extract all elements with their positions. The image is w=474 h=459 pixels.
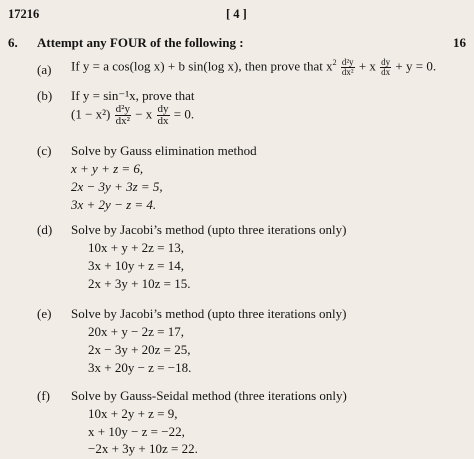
part-a-prefix: If y = a cos(log x) + b sin(log x), then prove that x: [71, 58, 333, 74]
question-title: Attempt any FOUR of the following :: [37, 35, 244, 50]
part-a-suffix: + y = 0.: [395, 58, 437, 74]
part-b-rhs: = 0.: [173, 106, 195, 122]
part-f-eq1: 10x + 2y + z = 9,: [88, 406, 178, 421]
part-e-eq2: 2x − 3y + 20z = 25,: [88, 342, 191, 357]
part-a-second-derivative: $\frac{\text{d²y}}{\text{dx²}}$: [341, 57, 354, 77]
part-b-lhs: (1 − x²): [71, 106, 111, 122]
page-number: [ 4 ]: [226, 7, 247, 21]
part-e-eq3: 3x + 20y − z = −18.: [88, 360, 192, 375]
part-f-label: (f): [37, 388, 50, 403]
paper-code: 17216: [8, 7, 40, 21]
part-f-eq3: −2x + 3y + 10z = 22.: [88, 441, 198, 456]
part-d-line1: Solve by Jacobi’s method (upto three iterations only): [71, 222, 347, 237]
part-b-equation: [71, 104, 194, 127]
part-b-first-derivative: $\frac{dy}{dx}$: [157, 103, 169, 127]
part-a-statement: [71, 58, 436, 77]
part-e-eq1: 20x + y − 2z = 17,: [88, 324, 185, 339]
part-e-line1: Solve by Jacobi’s method (upto three iterations only): [71, 306, 347, 321]
part-e-label: (e): [37, 306, 52, 321]
question-number: 6.: [8, 35, 18, 50]
part-a-label: (a): [37, 62, 52, 77]
part-f-eq2: x + 10y − z = −22,: [88, 424, 185, 439]
part-d-eq3: 2x + 3y + 10z = 15.: [88, 276, 191, 291]
part-b-minus-x: − x: [135, 106, 153, 122]
part-b-line1: If y = sin⁻¹x, prove that: [71, 88, 195, 103]
part-d-label: (d): [37, 222, 53, 237]
part-a-plus-x: + x: [358, 58, 376, 74]
part-c-label: (c): [37, 143, 52, 158]
part-b-second-derivative: $\frac{\text{d²y}}{\text{dx²}}$: [115, 103, 130, 127]
part-d-eq2: 3x + 10y + z = 14,: [88, 258, 185, 273]
part-b-label: (b): [37, 88, 53, 103]
question-marks: 16: [453, 35, 466, 50]
part-c-eq1: x + y + z = 6,: [71, 161, 144, 176]
part-f-line1: Solve by Gauss-Seidal method (three iterations only): [71, 388, 347, 403]
part-c-eq3: 3x + 2y − z = 4.: [71, 197, 157, 212]
part-d-eq1: 10x + y + 2z = 13,: [88, 240, 185, 255]
part-a-exponent: 2: [332, 58, 337, 68]
part-c-eq2: 2x − 3y + 3z = 5,: [71, 179, 163, 194]
part-a-first-derivative: $\frac{dy}{dx}$: [381, 57, 391, 77]
part-c-line1: Solve by Gauss elimination method: [71, 143, 257, 158]
